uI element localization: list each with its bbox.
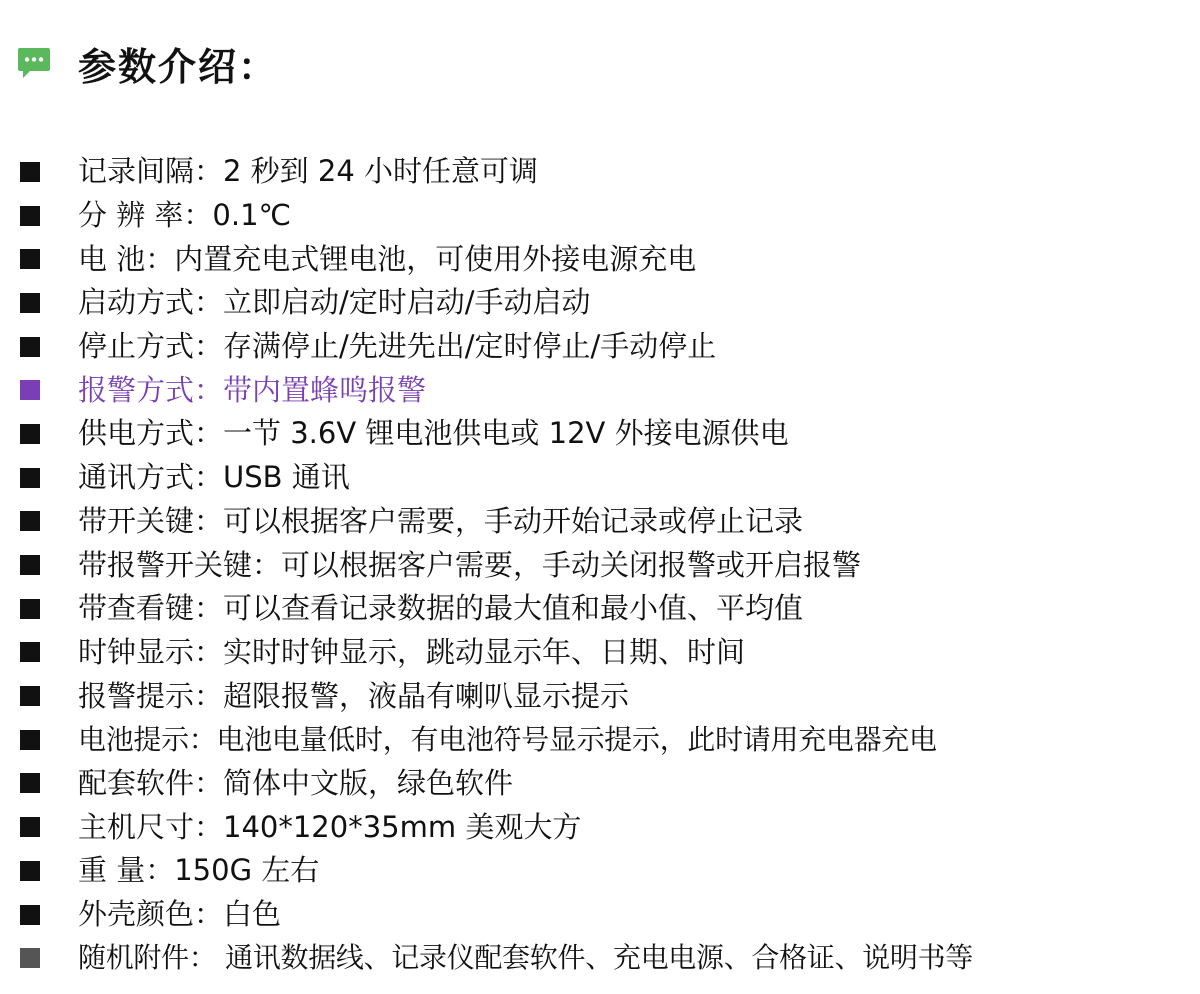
spec-text: 外壳颜色：白色	[78, 897, 282, 932]
square-bullet-icon	[20, 337, 40, 357]
square-bullet-icon	[20, 468, 40, 488]
square-bullet-icon	[20, 511, 40, 531]
square-bullet-icon	[20, 424, 40, 444]
square-bullet-icon	[20, 817, 40, 837]
spec-text: 通讯方式：USB 通讯	[78, 460, 350, 495]
square-bullet-icon	[20, 555, 40, 575]
spec-item-accessories	[20, 936, 973, 980]
spec-item-alarm-key	[20, 543, 973, 587]
spec-item-battery	[20, 237, 973, 281]
spec-item-view-key	[20, 587, 973, 631]
spec-item-alarm-prompt	[20, 674, 973, 718]
square-bullet-icon	[20, 773, 40, 793]
spec-item-weight	[20, 849, 973, 893]
square-bullet-icon	[20, 162, 40, 182]
spec-text: 主机尺寸：140*120*35mm 美观大方	[78, 809, 582, 844]
square-bullet-icon	[20, 206, 40, 226]
spec-text: 停止方式：存满停止/先进先出/定时停止/手动停止	[78, 329, 717, 364]
square-bullet-icon	[20, 642, 40, 662]
spec-item-software	[20, 762, 973, 806]
spec-item-communication	[20, 456, 973, 500]
spec-text: 启动方式：立即启动/定时启动/手动启动	[78, 285, 591, 320]
spec-item-dimensions	[20, 805, 973, 849]
square-bullet-icon	[20, 599, 40, 619]
square-bullet-icon	[20, 293, 40, 313]
page-title: 参数介绍：	[78, 44, 279, 89]
square-bullet-icon	[20, 730, 40, 750]
spec-text: 报警提示：超限报警，液晶有喇叭显示提示	[78, 678, 630, 713]
spec-item-shell-color	[20, 893, 973, 937]
spec-text: 配套软件：简体中文版，绿色软件	[78, 765, 514, 800]
square-bullet-icon	[20, 249, 40, 269]
spec-text: 电池提示：电池电量低时，有电池符号显示提示，此时请用充电器充电	[78, 722, 937, 756]
spec-text: 电 池：内置充电式锂电池，可使用外接电源充电	[78, 241, 697, 276]
spec-item-resolution	[20, 194, 973, 238]
spec-text: 重 量：150G 左右	[78, 853, 320, 888]
spec-text: 带开关键：可以根据客户需要，手动开始记录或停止记录	[78, 503, 804, 538]
spec-item-stop-mode	[20, 325, 973, 369]
spec-text: 记录间隔：2 秒到 24 小时任意可调	[78, 154, 539, 189]
square-bullet-icon	[20, 905, 40, 925]
square-bullet-icon	[20, 380, 40, 400]
square-bullet-icon	[20, 948, 40, 968]
spec-item-alarm-mode	[20, 368, 973, 412]
spec-item-power-key	[20, 500, 973, 544]
spec-text: 分 辨 率：0.1℃	[78, 198, 292, 233]
spec-text: 带报警开关键：可以根据客户需要，手动关闭报警或开启报警	[78, 547, 862, 582]
spec-text: 时钟显示：实时时钟显示，跳动显示年、日期、时间	[78, 634, 746, 669]
spec-item-power-supply	[20, 412, 973, 456]
header	[16, 38, 278, 88]
spec-item-start-mode	[20, 281, 973, 325]
spec-item-clock-display	[20, 631, 973, 675]
spec-list	[20, 150, 973, 980]
chat-bubble-icon	[16, 45, 52, 81]
spec-text: 随机附件： 通讯数据线、记录仪配套软件、充电电源、合格证、说明书等	[78, 941, 974, 975]
spec-item-battery-prompt	[20, 718, 973, 762]
spec-text: 报警方式：带内置蜂鸣报警	[78, 372, 427, 407]
square-bullet-icon	[20, 861, 40, 881]
spec-text: 供电方式：一节 3.6V 锂电池供电或 12V 外接电源供电	[78, 416, 789, 451]
spec-text: 带查看键：可以查看记录数据的最大值和最小值、平均值	[78, 591, 804, 626]
square-bullet-icon	[20, 686, 40, 706]
spec-item-record-interval	[20, 150, 973, 194]
